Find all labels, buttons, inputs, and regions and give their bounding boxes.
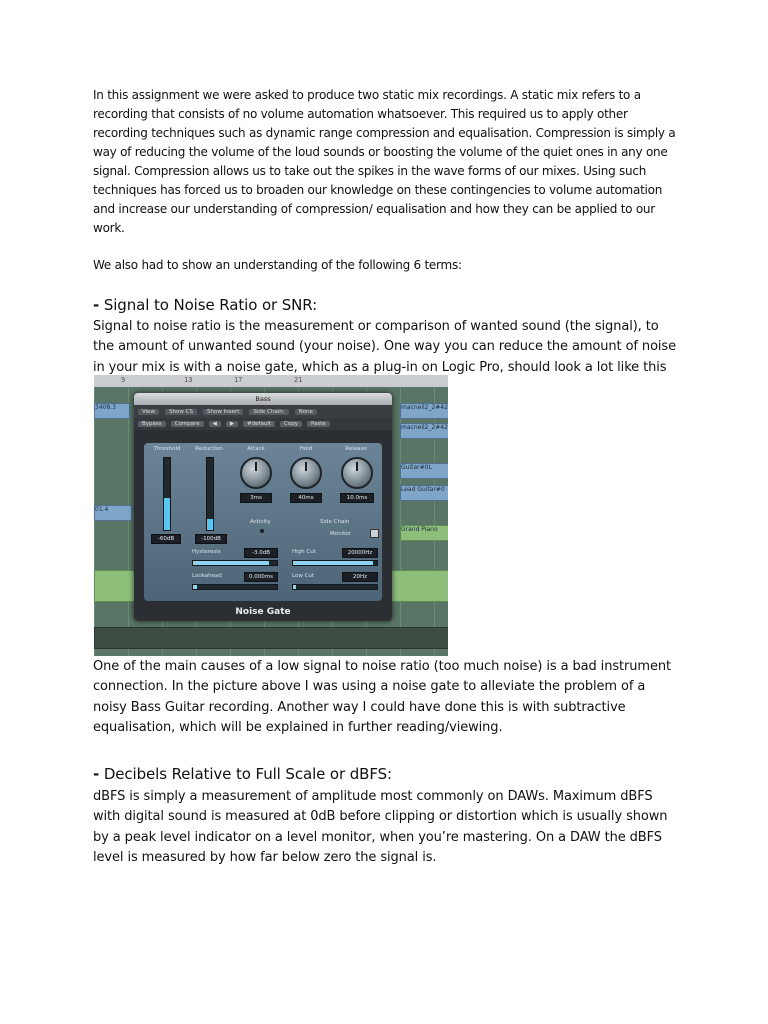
paste-button[interactable]: Paste <box>307 421 330 427</box>
hold-label: Hold <box>299 446 313 452</box>
terms-line: We also had to show an understanding of the following 6 terms: <box>93 258 462 272</box>
monitor-label: Monitor <box>330 531 351 537</box>
ruler-mark: 13 <box>184 376 193 384</box>
prev-preset-button[interactable]: ◀ <box>209 421 221 427</box>
lookahead-slider-fill <box>193 585 197 589</box>
bypass-button[interactable]: Bypass <box>138 421 166 427</box>
noise-gate-screenshot <box>94 375 448 656</box>
threshold-slider-fill <box>164 498 170 530</box>
region-block <box>94 627 448 649</box>
release-value[interactable]: 10.0ms <box>340 493 374 503</box>
ruler-mark: 21 <box>294 376 303 384</box>
snr-heading-text: Signal to Noise Ratio or SNR: <box>103 296 318 314</box>
attack-value[interactable]: 3ms <box>240 493 272 503</box>
reduction-value[interactable]: -100dB <box>195 534 227 544</box>
attack-knob[interactable] <box>240 457 272 489</box>
ruler-mark: 9 <box>121 376 126 384</box>
threshold-label: Threshold <box>153 446 181 452</box>
lookahead-label: Lookahead <box>192 573 222 579</box>
region: Grand Piano <box>400 525 448 541</box>
plugin-toolbar <box>134 405 392 418</box>
monitor-checkbox[interactable] <box>370 529 379 538</box>
low-cut-slider[interactable] <box>292 584 378 590</box>
plugin-name: Noise Gate <box>235 607 291 617</box>
low-cut-slider-fill <box>293 585 296 589</box>
region: Lead Guitar#0 <box>400 485 448 501</box>
high-cut-slider-fill <box>293 561 373 565</box>
next-preset-button[interactable]: ▶ <box>226 421 238 427</box>
side-chain-heading: Side Chain <box>320 519 350 525</box>
noise-gate-panel <box>144 443 382 617</box>
threshold-value[interactable]: -60dB <box>151 534 181 544</box>
dbfs-paragraph: dBFS is simply a measurement of amplitude most commonly on DAWs. Maximum dBFS with digital sound is measured at 0dB before clipping or distortion which is usually shown by a peak level indicator on a level monitor, when you’re mastering. On a DAW the dBFS level is measured by how far below zero the signal is. <box>93 789 668 865</box>
region: macneil2_2#42 <box>400 403 448 419</box>
ruler-mark: 17 <box>234 376 243 384</box>
timeline-ruler <box>94 375 448 387</box>
region: Guitar#0L <box>400 463 448 479</box>
hysteresis-value[interactable]: -3.0dB <box>244 548 278 558</box>
region: 3408.3 <box>94 403 130 419</box>
release-label: Release <box>345 446 367 452</box>
lookahead-value[interactable]: 0.000ms <box>244 572 278 582</box>
activity-label: Activity <box>250 519 271 525</box>
hysteresis-slider-fill <box>193 561 269 565</box>
copy-button[interactable]: Copy <box>280 421 302 427</box>
hold-knob[interactable] <box>290 457 322 489</box>
low-cut-value[interactable]: 20Hz <box>342 572 378 582</box>
show-insert-menu[interactable]: Show Insert <box>203 409 243 415</box>
threshold-slider[interactable] <box>163 457 171 531</box>
hysteresis-label: Hysteresis <box>192 549 221 555</box>
dbfs-heading <box>93 765 678 783</box>
intro-paragraph: In this assignment we were asked to produce two static mix recordings. A static mix refers to a recording that consists of no volume automation whatsoever. This required us to apply other recording techniques such as dynamic range compression and equalisation. Compression is simply a way of reducing the volume of the loud sounds or boosting the volume of the quiet ones in any one signal. Compression allows us to take out the spikes in the wave forms of our mixes. Using such techniques has forced us to broaden our knowledge on these contingencies to volume automation and increase our understanding of compression/ equalisation and how they can be applied to our work. <box>93 88 676 235</box>
reduction-slider-fill <box>207 519 213 530</box>
snr-paragraph-2: One of the main causes of a low signal to noise ratio (too much noise) is a bad instrument connection. In the picture above I was using a noise gate to alleviate the problem of a noisy Bass Guitar recording. Another way I could have done this is with subtractive equalisation, which will be explained in further reading/viewing. <box>93 659 671 735</box>
lookahead-slider[interactable] <box>192 584 278 590</box>
compare-button[interactable]: Compare <box>171 421 204 427</box>
snr-heading <box>93 296 678 314</box>
reduction-label: Reduction <box>195 446 223 452</box>
dbfs-heading-text: Decibels Relative to Full Scale or dBFS: <box>103 765 392 783</box>
plugin-window <box>134 393 392 621</box>
snr-paragraph-1: Signal to noise ratio is the measurement or comparison of wanted sound (the signal), to the amount of unwanted sound (your noise). One way you can reduce the amount of noise in your mix is with a noise gate, which as a plug-in on Logic Pro, should look a lot like this <box>93 319 677 375</box>
low-cut-label: Low Cut <box>292 573 315 579</box>
preset-toolbar <box>134 418 392 430</box>
high-cut-slider[interactable] <box>292 560 378 566</box>
side-chain-label: Side Chain: <box>249 409 288 415</box>
attack-label: Attack <box>247 446 265 452</box>
show-cs-menu[interactable]: Show CS <box>165 409 197 415</box>
high-cut-label: High Cut <box>292 549 316 555</box>
view-menu[interactable]: View <box>138 409 159 415</box>
high-cut-value[interactable]: 20000Hz <box>342 548 378 558</box>
plugin-titlebar[interactable]: Bass <box>134 393 392 405</box>
region: macneil2_2#42 <box>400 423 448 439</box>
hysteresis-slider[interactable] <box>192 560 278 566</box>
heading-dash: - <box>93 296 100 314</box>
release-knob[interactable] <box>341 457 373 489</box>
side-chain-select[interactable]: None <box>295 409 317 415</box>
heading-dash: - <box>93 765 100 783</box>
reduction-slider[interactable] <box>206 457 214 531</box>
activity-led <box>260 529 264 533</box>
hold-value[interactable]: 40ms <box>290 493 322 503</box>
region: 01.4 <box>94 505 132 521</box>
preset-select[interactable]: #default <box>243 421 275 427</box>
